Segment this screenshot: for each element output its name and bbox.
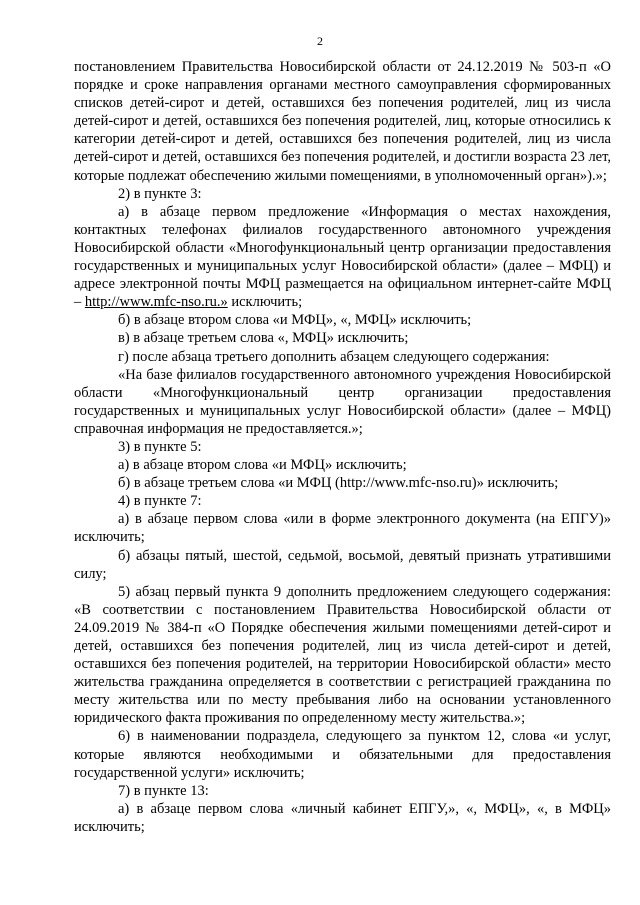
- paragraph-7: «На базе филиалов государственного автономного учреждения Новосибирской области «Многофункциональный центр организации предоставления государственных и муниципальных услуг Новосибирской области» (далее – МФЦ) справочная информация не предоставляется.»;: [74, 366, 611, 437]
- mfc-website-link[interactable]: http://www.mfc-nso.ru.»: [84, 294, 228, 311]
- paragraph-15: 6) в наименовании подраздела, следующего за пунктом 12, слова «и услуг, которые являются необходимыми и обязательными для предоставления государственной услуги» исключить;: [74, 728, 611, 781]
- paragraph-2: 2) в пункте 3:: [118, 185, 202, 202]
- paragraph-16: 7) в пункте 13:: [118, 782, 209, 799]
- paragraph-13: б) абзацы пятый, шестой, седьмой, восьмой, девятый признать утратившими силу;: [74, 547, 611, 582]
- paragraph-3-end: исключить;: [227, 294, 303, 311]
- paragraph-6: г) после абзаца третьего дополнить абзацем следующего содержания:: [118, 348, 550, 365]
- document-body: [74, 58, 611, 836]
- paragraph-5: в) в абзаце третьем слова «, МФЦ» исключить;: [118, 330, 409, 347]
- paragraph-10: б) в абзаце третьем слова «и МФЦ (http://www.mfc-nso.ru)» исключить;: [118, 475, 559, 492]
- paragraph-17: а) в абзаце первом слова «личный кабинет ЕПГУ,», «, МФЦ», «, в МФЦ» исключить;: [74, 800, 611, 835]
- page-number: 2: [317, 34, 323, 48]
- paragraph-3: [74, 203, 611, 312]
- paragraph-14: 5) абзац первый пункта 9 дополнить предложением следующего содержания: «В соответствии с постановлением Правительства Новосибирской области от 24.09.2019 № 384-п «О Порядке обеспечения жилыми помещениями детей-сирот и детей, оставшихся без попечения родителей, лиц из числа детей-сирот и детей, оставшихся без попечения родителей, на территории Новосибирской области» место жительства гражданина определяется в соответствии с регистрацией гражданина по месту жительства или по месту пребывания либо на основании установленного юридического факта проживания по определенному месту жительства.»;: [74, 583, 611, 727]
- paragraph-12: а) в абзаце первом слова «или в форме электронного документа (на ЕПГУ)» исключить;: [74, 511, 611, 546]
- paragraph-8: 3) в пункте 5:: [118, 438, 202, 455]
- paragraph-4: б) в абзаце втором слова «и МФЦ», «, МФЦ» исключить;: [118, 312, 472, 329]
- paragraph-3-text: а) в абзаце первом предложение «Информация о местах нахождения, контактных телефонах филиалов государственного автономного учреждения Новосибирской области «Многофункциональный центр организации предоставления государственных и муниципальных услуг Новосибирской области» (далее – МФЦ) и адресе электронной почты МФЦ размещается на официальном интернет-сайте МФЦ –: [74, 203, 611, 311]
- paragraph-11: 4) в пункте 7:: [118, 493, 202, 510]
- paragraph-1: постановлением Правительства Новосибирской области от 24.12.2019 № 503-п «О порядке и сроке направления органами местного самоуправления сформированных списков детей-сирот и детей, оставшихся без попечения родителей, лиц из числа детей-сирот и детей, оставшихся без попечения родителей, лиц, которые относились к категории детей-сирот и детей, оставшихся без попечения родителей, лиц из числа детей-сирот и детей, оставшихся без попечения родителей, и достигли возраста 23 лет, которые подлежат обеспечению жилыми помещениями, в уполномоченный орган»).»;: [74, 59, 611, 184]
- paragraph-9: а) в абзаце втором слова «и МФЦ» исключить;: [118, 457, 407, 474]
